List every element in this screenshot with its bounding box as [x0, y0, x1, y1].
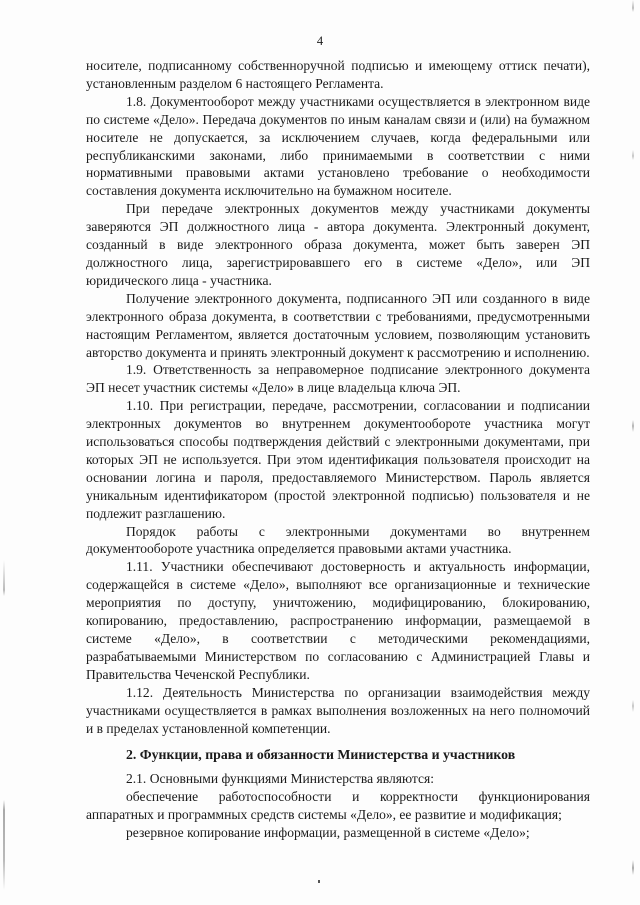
list-item-backup: резервное копирование информации, размещенной в системе «Дело»; — [126, 825, 530, 841]
paragraph-2-1: 2.1. Основными функциями Министерства являются: — [126, 771, 435, 787]
scan-edge-artifact-left — [3, 560, 5, 905]
paragraph-receipt: Получение электронного документа, подписанного ЭП или созданного в виде электронного образа документа, в соответствии с требованиями, предусмотренными настоящим Регламентом, является достаточным условием, позволяющим установить авторство документа и принять электронный документ к рассмотрению и исполнению. — [86, 290, 590, 360]
document-body — [86, 57, 590, 842]
page-number: 4 — [316, 34, 324, 48]
paragraph-signing: При передаче электронных документов между участниками документы заверяются ЭП должностного лица - автора документа. Электронный документ, созданный в виде электронного образа документа, может быть заверен ЭП должностного лица, зарегистрировавшего его в системе «Дело», или ЭП юридического лица - участника. — [86, 201, 590, 288]
list-item-operability: обеспечение работоспособности и корректности функционирования аппаратных и программных средств системы «Дело», ее развитие и модификация; — [86, 789, 590, 823]
scan-edge-artifact — [632, 0, 634, 905]
scan-speck — [318, 880, 320, 883]
paragraph-1-12: 1.12. Деятельность Министерства по организации взаимодействия между участниками осуществляется в рамках выполнения возложенных на него полномочий и в пределах установленной компетенции. — [86, 684, 590, 736]
paragraph-procedure: Порядок работы с электронными документами во внутреннем документообороте участника определяется правовыми актами участника. — [86, 523, 590, 557]
paragraph-continuation: носителе, подписанному собственноручной подписью и имеющему оттиск печати), установленным разделом 6 настоящего Регламента. — [86, 58, 590, 91]
paragraph-1-10: 1.10. При регистрации, передаче, рассмотрении, согласовании и подписании электронных документов во внутреннем документообороте участника могут использоваться способы подтверждения действий с электронными документами, при которых ЭП не используется. При этом идентификация пользователя происходит на основании логина и пароля, предоставляемого Министерством. Пароль является уникальным идентификатором (простой электронной подписью) пользователя и не подлежит разглашению. — [86, 398, 590, 521]
paragraph-1-8: 1.8. Документооборот между участниками осуществляется в электронном виде по системе «Дело». Передача документов по иным каналам связи и (или) на бумажном носителе не допускается, за исключением случаев, когда федеральными или республиканскими законами, либо принимаемыми в соответствии с ними нормативными правовыми актами установлено требование о необходимости составления документа исключительно на бумажном носителе. — [86, 93, 590, 199]
paragraph-1-9: 1.9. Ответственность за неправомерное подписание электронного документа ЭП несет участник системы «Дело» в лице владельца ключа ЭП. — [86, 362, 590, 396]
paragraph-1-11: 1.11. Участники обеспечивают достоверность и актуальность информации, содержащейся в системе «Дело», выполняют все организационные и технические мероприятия по доступу, уничтожению, модифицированию, блокированию, копированию, предоставлению, распространению информации, размещаемой в системе «Дело», в соответствии с методическими рекомендациями, разрабатываемыми Министерством по согласованию с Администрацией Главы и Правительства Чеченской Республики. — [86, 559, 590, 682]
section-heading: 2. Функции, права и обязанности Министерства и участников — [126, 747, 516, 763]
